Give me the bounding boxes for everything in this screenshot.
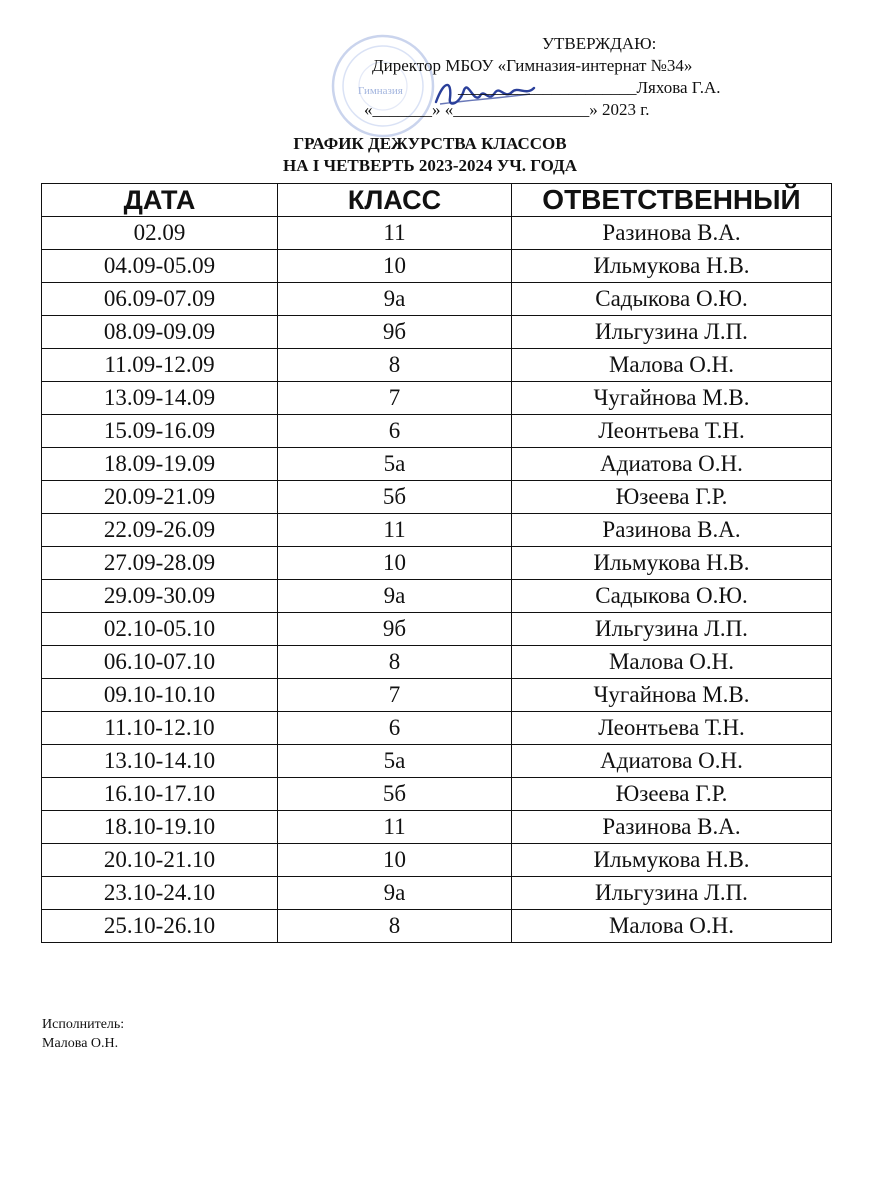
cell-responsible: Чугайнова М.В. <box>512 382 832 415</box>
cell-class: 9а <box>278 877 512 910</box>
cell-date: 20.10-21.10 <box>42 844 278 877</box>
table-row <box>42 283 832 316</box>
cell-date: 06.10-07.10 <box>42 646 278 679</box>
cell-responsible: Юзеева Г.Р. <box>512 778 832 811</box>
table-row <box>42 514 832 547</box>
cell-date: 15.09-16.09 <box>42 415 278 448</box>
cell-class: 8 <box>278 910 512 943</box>
cell-date: 29.09-30.09 <box>42 580 278 613</box>
cell-class: 8 <box>278 349 512 382</box>
cell-responsible: Юзеева Г.Р. <box>512 481 832 514</box>
header-class: КЛАСС <box>278 184 512 217</box>
header-responsible: ОТВЕТСТВЕННЫЙ <box>512 184 832 217</box>
document-subtitle: НА I ЧЕТВЕРТЬ 2023-2024 УЧ. ГОДА <box>283 156 577 175</box>
cell-responsible: Леонтьева Т.Н. <box>512 415 832 448</box>
cell-responsible: Ильмукова Н.В. <box>512 250 832 283</box>
cell-class: 9а <box>278 580 512 613</box>
table-row <box>42 250 832 283</box>
table-row <box>42 217 832 250</box>
cell-responsible: Леонтьева Т.Н. <box>512 712 832 745</box>
cell-date: 20.09-21.09 <box>42 481 278 514</box>
table-row <box>42 547 832 580</box>
cell-class: 7 <box>278 679 512 712</box>
table-row <box>42 745 832 778</box>
cell-date: 16.10-17.10 <box>42 778 278 811</box>
table-row <box>42 910 832 943</box>
cell-responsible: Ильгузина Л.П. <box>512 613 832 646</box>
cell-class: 9б <box>278 316 512 349</box>
cell-class: 5б <box>278 778 512 811</box>
svg-text:Гимназия: Гимназия <box>358 85 403 97</box>
cell-class: 10 <box>278 547 512 580</box>
table-row <box>42 877 832 910</box>
table-row <box>42 712 832 745</box>
cell-class: 6 <box>278 712 512 745</box>
cell-date: 02.10-05.10 <box>42 613 278 646</box>
executor-block <box>42 1015 124 1053</box>
cell-responsible: Разинова В.А. <box>512 514 832 547</box>
cell-date: 27.09-28.09 <box>42 547 278 580</box>
cell-date: 13.09-14.09 <box>42 382 278 415</box>
cell-responsible: Ильмукова Н.В. <box>512 547 832 580</box>
cell-date: 25.10-26.10 <box>42 910 278 943</box>
table-row <box>42 844 832 877</box>
table-row <box>42 415 832 448</box>
cell-date: 09.10-10.10 <box>42 679 278 712</box>
cell-responsible: Адиатова О.Н. <box>512 448 832 481</box>
cell-date: 06.09-07.09 <box>42 283 278 316</box>
cell-class: 10 <box>278 250 512 283</box>
table-header-row <box>42 184 832 217</box>
table-row <box>42 679 832 712</box>
table-row <box>42 811 832 844</box>
table-row <box>42 778 832 811</box>
cell-class: 10 <box>278 844 512 877</box>
cell-class: 5а <box>278 745 512 778</box>
cell-date: 08.09-09.09 <box>42 316 278 349</box>
executor-label: Исполнитель: <box>42 1017 125 1032</box>
approval-heading: УТВЕРЖДАЮ: <box>542 34 657 53</box>
cell-responsible: Ильгузина Л.П. <box>512 316 832 349</box>
school-stamp <box>318 28 448 138</box>
approval-signature-line: _____________________Ляхова Г.А. <box>458 78 721 97</box>
table-row <box>42 646 832 679</box>
cell-class: 11 <box>278 514 512 547</box>
cell-date: 02.09 <box>42 217 278 250</box>
approval-director: Директор МБОУ «Гимназия-интернат №34» <box>372 56 693 75</box>
cell-class: 5б <box>278 481 512 514</box>
cell-class: 11 <box>278 217 512 250</box>
header-date: ДАТА <box>42 184 278 217</box>
cell-responsible: Садыкова О.Ю. <box>512 283 832 316</box>
cell-date: 13.10-14.10 <box>42 745 278 778</box>
table-row <box>42 481 832 514</box>
cell-class: 7 <box>278 382 512 415</box>
cell-class: 8 <box>278 646 512 679</box>
approval-date-line: «_______» «________________» 2023 г. <box>364 100 650 119</box>
table-row <box>42 580 832 613</box>
duty-schedule-table <box>41 183 832 943</box>
cell-responsible: Разинова В.А. <box>512 811 832 844</box>
cell-date: 18.09-19.09 <box>42 448 278 481</box>
cell-responsible: Садыкова О.Ю. <box>512 580 832 613</box>
cell-class: 5а <box>278 448 512 481</box>
cell-responsible: Адиатова О.Н. <box>512 745 832 778</box>
cell-responsible: Малова О.Н. <box>512 910 832 943</box>
table-row <box>42 349 832 382</box>
cell-responsible: Ильмукова Н.В. <box>512 844 832 877</box>
cell-class: 9б <box>278 613 512 646</box>
table-row <box>42 382 832 415</box>
cell-date: 11.09-12.09 <box>42 349 278 382</box>
executor-name: Малова О.Н. <box>42 1036 119 1051</box>
cell-date: 23.10-24.10 <box>42 877 278 910</box>
cell-responsible: Малова О.Н. <box>512 646 832 679</box>
table-row <box>42 613 832 646</box>
cell-date: 04.09-05.09 <box>42 250 278 283</box>
cell-responsible: Малова О.Н. <box>512 349 832 382</box>
cell-responsible: Ильгузина Л.П. <box>512 877 832 910</box>
table-row <box>42 448 832 481</box>
table-row <box>42 316 832 349</box>
cell-class: 9а <box>278 283 512 316</box>
cell-date: 11.10-12.10 <box>42 712 278 745</box>
cell-class: 11 <box>278 811 512 844</box>
document-title: ГРАФИК ДЕЖУРСТВА КЛАССОВ <box>293 134 567 153</box>
cell-responsible: Разинова В.А. <box>512 217 832 250</box>
cell-date: 18.10-19.10 <box>42 811 278 844</box>
cell-class: 6 <box>278 415 512 448</box>
cell-date: 22.09-26.09 <box>42 514 278 547</box>
cell-responsible: Чугайнова М.В. <box>512 679 832 712</box>
